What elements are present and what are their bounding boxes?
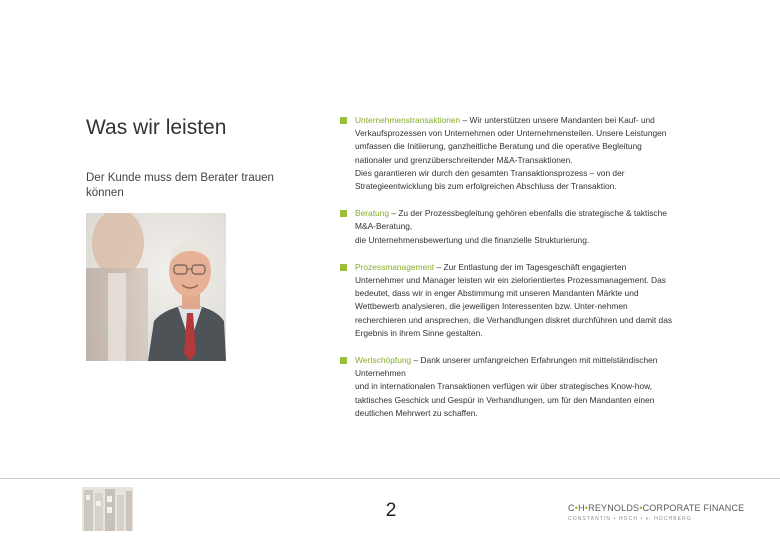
service-text: M&A-Beratung, — [355, 221, 413, 232]
service-item — [339, 207, 739, 247]
service-text: Dies garantieren wir durch den gesamten Transaktionsprozess – von der — [355, 167, 625, 178]
footer-divider — [0, 478, 780, 479]
page-subtitle: Der Kunde muss dem Berater trauen können — [86, 172, 274, 199]
service-text: – Wir unterstützen unsere Mandanten bei Kauf- und — [462, 115, 655, 125]
services-list — [339, 114, 739, 420]
consultant-portrait — [86, 213, 226, 361]
service-text: nationaler und grenzüberschreitender M&A-Transaktionen. — [355, 154, 573, 165]
service-text: Strategieentwicklung bis zum erfolgreichen Abschluss der Transaktion. — [355, 181, 617, 192]
bullet-square-icon — [340, 357, 347, 364]
page-title: Was wir leisten — [86, 116, 227, 139]
service-title: Wertschöpfung — [355, 355, 412, 366]
service-text: Wettbewerb analysieren, die jeweiligen Interessenten bzw. Unter-nehmen — [355, 301, 628, 312]
service-text: – Zu der Prozessbegleitung gehören ebenfalls die strategische & taktische — [391, 208, 667, 219]
service-text: die Unternehmensbewertung und die finanzielle Strukturierung. — [355, 234, 590, 245]
service-item — [339, 261, 739, 340]
service-text: – Dank unserer umfangreichen Erfahrungen mit mittelständischen — [413, 355, 658, 366]
service-text: Verkaufsprozessen von Unternehmen oder Unternehmensteilen. Unsere Leistungen — [355, 128, 667, 139]
page-number: 2 — [385, 500, 397, 521]
service-title: Prozessmanagement — [355, 261, 435, 272]
service-item — [339, 114, 739, 193]
company-partners: CONSTANTIN • HOCH • v. HOCHBERG — [568, 516, 692, 522]
service-text: Ergebnis in ihrem Sinne gestalten. — [355, 327, 483, 338]
service-text: Unternehmen — [355, 368, 406, 379]
service-text: – Zur Entlastung der im Tagesgeschäft engagierten — [436, 261, 627, 272]
service-title: Beratung — [355, 208, 389, 219]
service-text: Unternehmer und Manager leisten wir ein zielorientiertes Prozessmanagement. Das — [355, 275, 666, 286]
bullet-square-icon — [340, 264, 347, 271]
service-title: Unternehmenstransaktionen — [355, 115, 461, 125]
service-text: und in internationalen Transaktionen verfügen wir über strategisches Know-how, — [355, 381, 653, 392]
bullet-square-icon — [340, 210, 347, 217]
service-text: recherchieren und ansprechen, die Verhandlungen diskret durchführen und damit das — [355, 314, 673, 325]
service-text: taktisches Geschick und Gespür in Verhandlungen, um für den Mandanten einen — [355, 394, 655, 405]
service-text: bedeutet, dass wir in enger Abstimmung mit unseren Mandanten Märkte und — [355, 288, 639, 299]
bullet-square-icon — [340, 117, 347, 124]
company-name: C•H•REYNOLDS•CORPORATE FINANCE — [568, 503, 745, 513]
service-text: umfassen die Initiierung, ganzheitliche Beratung und die operative Begleitung — [355, 141, 642, 152]
company-logo — [568, 503, 745, 523]
service-text: deutlichen Mehrwert zu schaffen. — [355, 407, 478, 418]
footer-building-thumbnail — [82, 487, 133, 531]
service-item — [339, 354, 739, 420]
